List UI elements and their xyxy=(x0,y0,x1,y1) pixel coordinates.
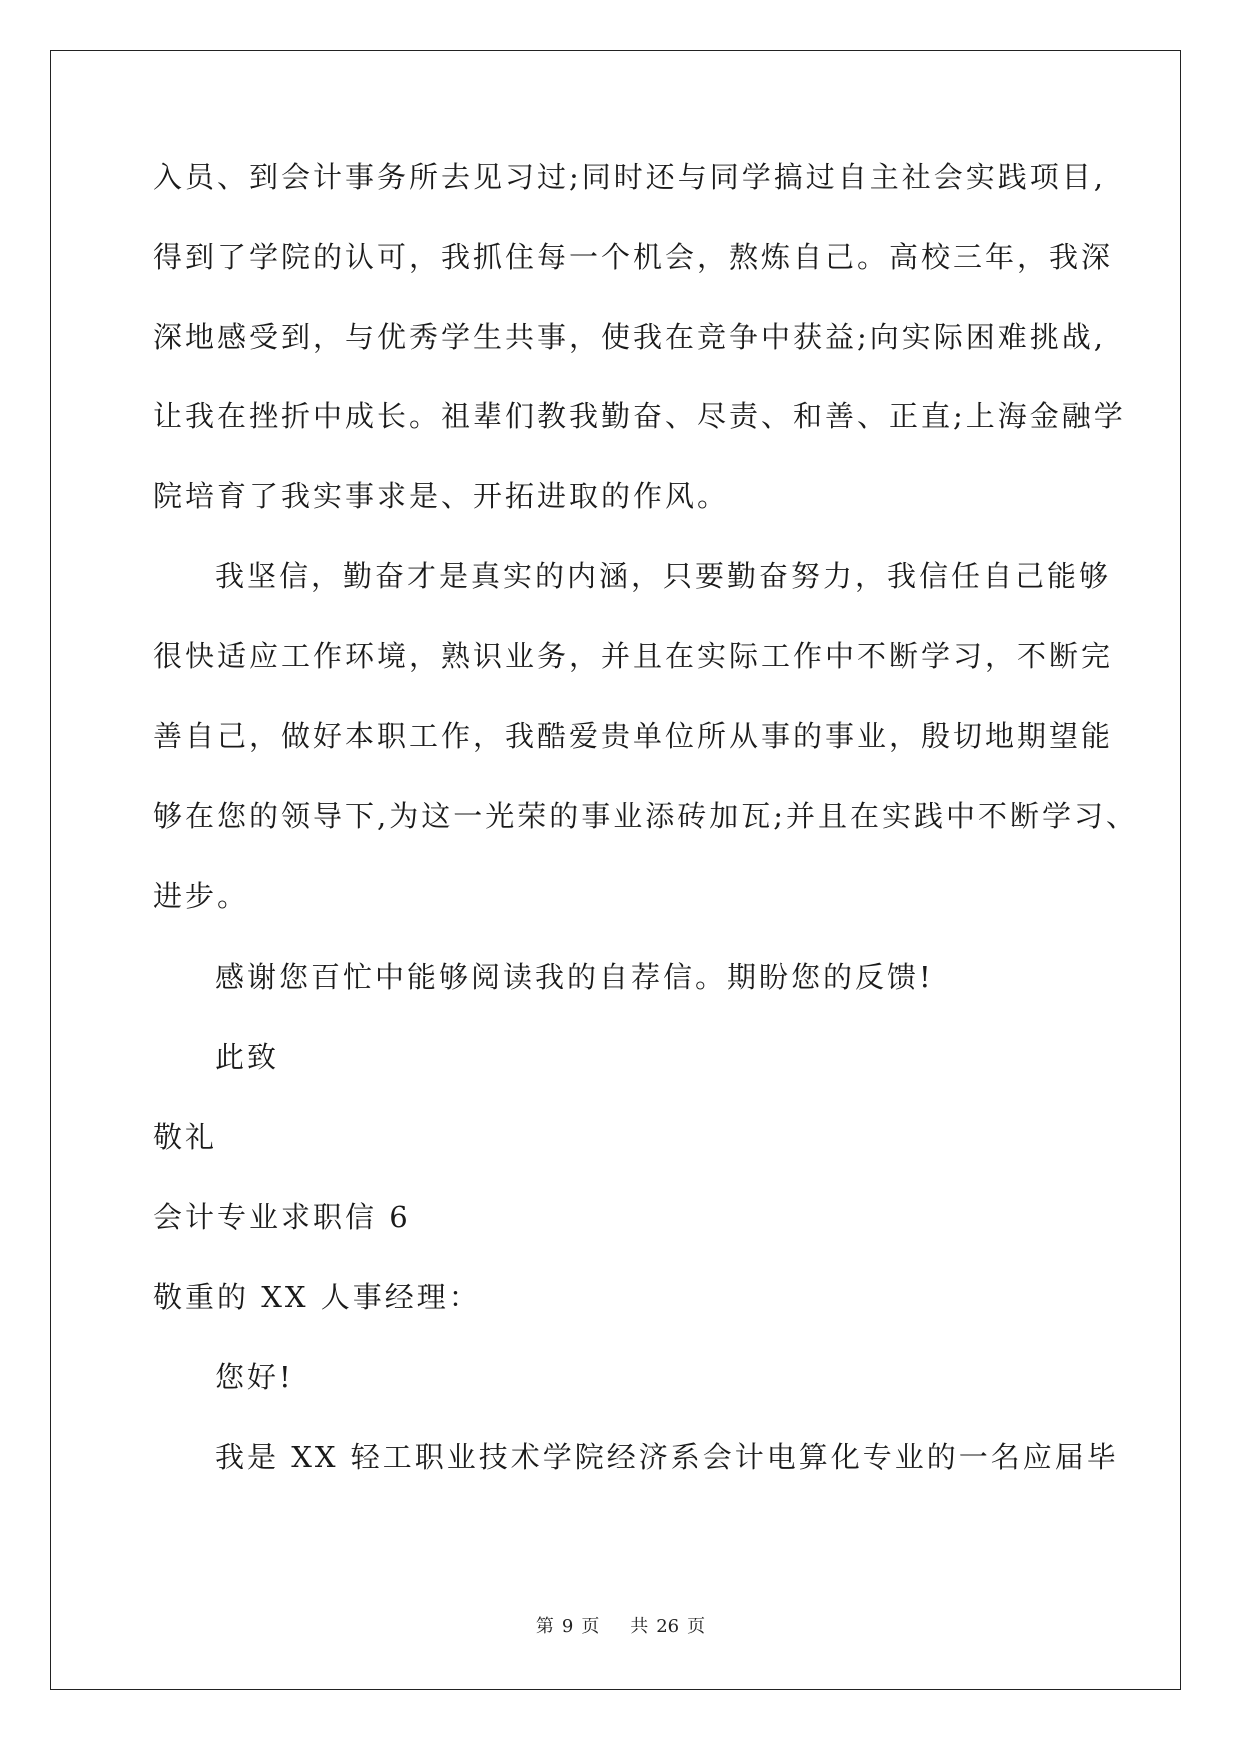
body-line-5: 院培育了我实事求是、开拓进取的作风。 xyxy=(153,479,730,513)
paragraph-2-line-5: 进步。 xyxy=(153,879,250,913)
paragraph-2-line-3: 善自己，做好本职工作，我酷爱贵单位所从事的事业，殷切地期望能 xyxy=(153,719,1114,753)
total-suffix: 页 xyxy=(687,1616,706,1637)
closing-salutation: 此致 xyxy=(215,1040,280,1074)
paragraph-2-line-1: 我坚信，勤奋才是真实的内涵，只要勤奋努力，我信任自己能够 xyxy=(215,559,1112,593)
paragraph-2-line-2: 很快适应工作环境，熟识业务，并且在实际工作中不断学习，不断完 xyxy=(153,639,1114,673)
section-heading: 会计专业求职信 6 xyxy=(153,1200,411,1234)
thanks-line: 感谢您百忙中能够阅读我的自荐信。期盼您的反馈! xyxy=(215,960,934,994)
body-line-1: 入员、到会计事务所去见习过;同时还与同学搞过自主社会实践项目, xyxy=(153,160,1106,194)
page-footer xyxy=(0,1612,1241,1638)
page-suffix: 页 xyxy=(581,1616,600,1637)
greeting-line: 您好! xyxy=(215,1360,294,1394)
page-prefix: 第 xyxy=(535,1616,554,1637)
addressee-line: 敬重的 XX 人事经理： xyxy=(153,1280,481,1314)
closing-regards: 敬礼 xyxy=(153,1120,218,1154)
body-line-4: 让我在挫折中成长。祖辈们教我勤奋、尽责、和善、正直;上海金融学 xyxy=(153,399,1126,433)
body-line-3: 深地感受到，与优秀学生共事，使我在竞争中获益;向实际困难挑战, xyxy=(153,320,1106,354)
total-prefix: 共 xyxy=(630,1616,649,1637)
body-line-2: 得到了学院的认可，我抓住每一个机会，熬炼自己。高校三年，我深 xyxy=(153,240,1114,274)
paragraph-2-line-4: 够在您的领导下,为这一光荣的事业添砖加瓦;并且在实践中不断学习、 xyxy=(153,799,1138,833)
page-number: 9 xyxy=(561,1616,574,1637)
total-pages: 26 xyxy=(656,1616,680,1637)
intro-line: 我是 XX 轻工职业技术学院经济系会计电算化专业的一名应届毕 xyxy=(215,1440,1119,1474)
